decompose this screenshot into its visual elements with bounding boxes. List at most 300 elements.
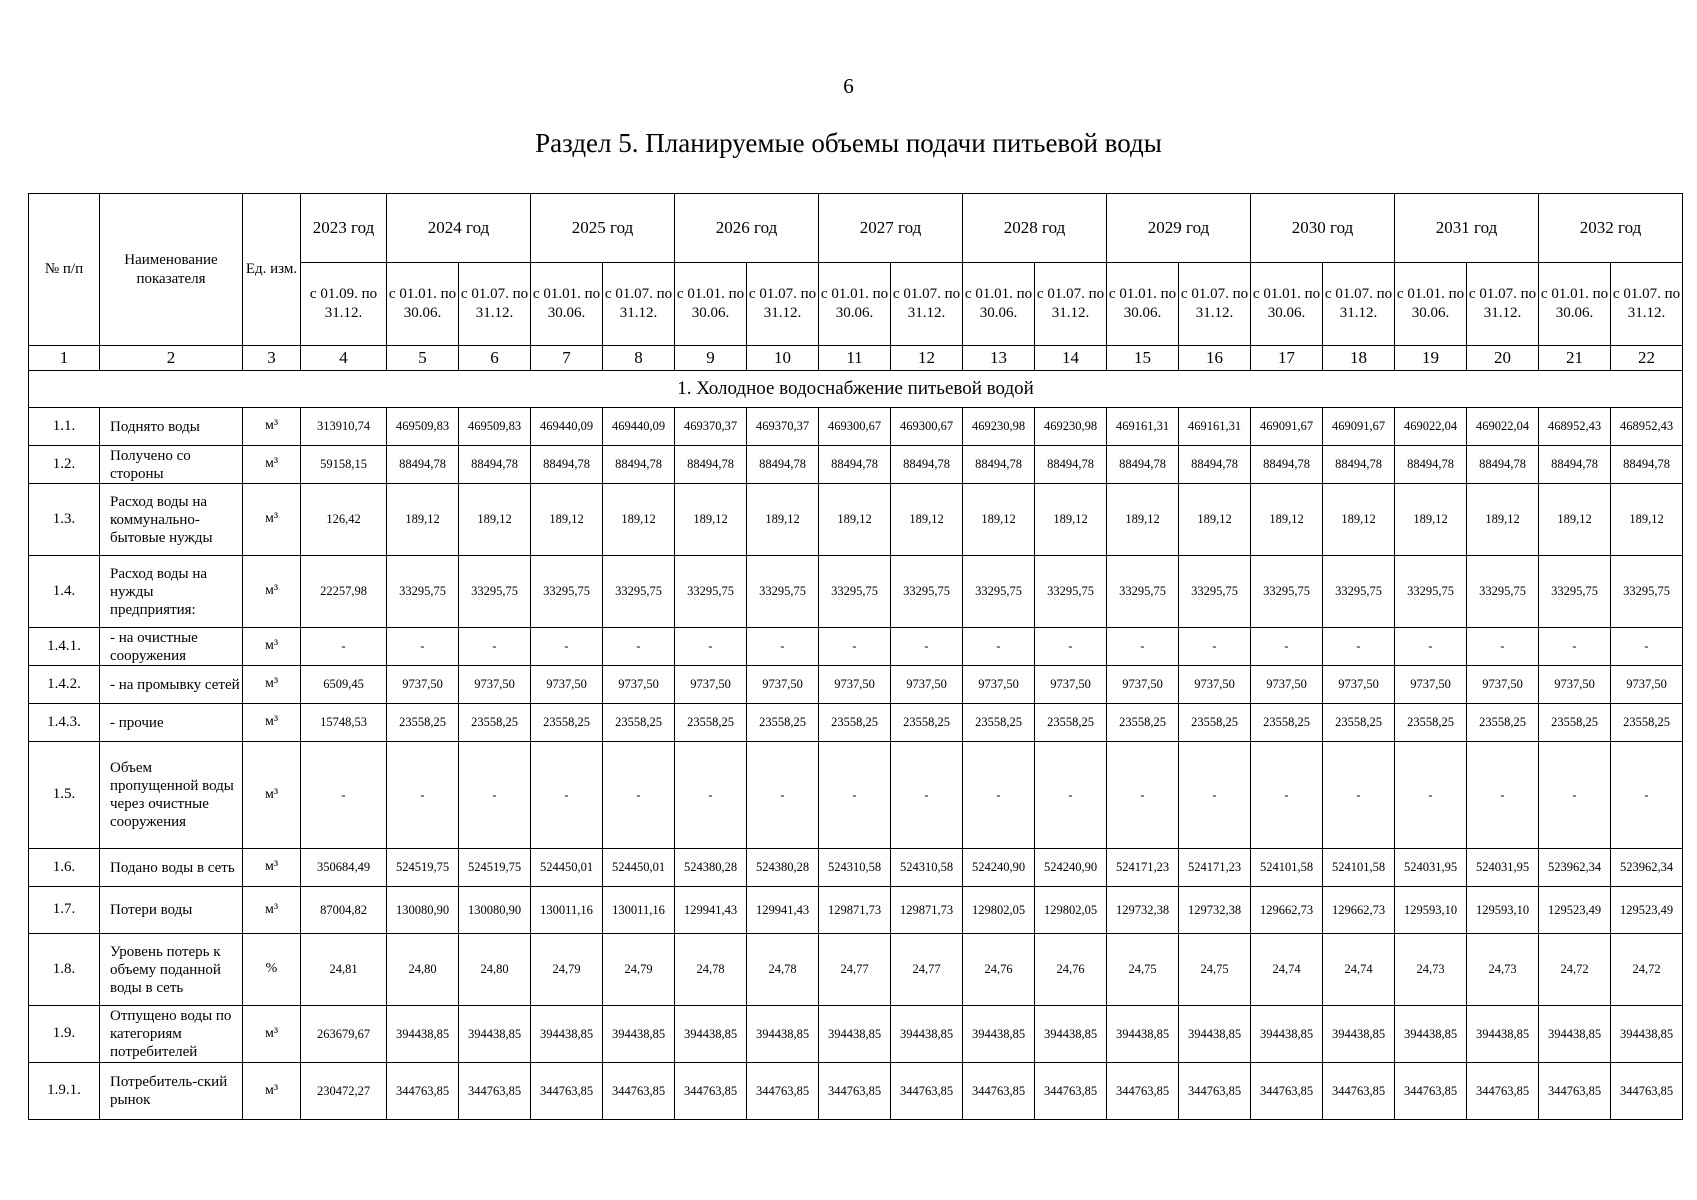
row-value: 33295,75	[1323, 556, 1395, 628]
row-value: 23558,25	[1323, 704, 1395, 742]
row-value: 129523,49	[1539, 887, 1611, 934]
row-value: 33295,75	[675, 556, 747, 628]
row-value: 189,12	[387, 484, 459, 556]
row-number: 1.5.	[29, 742, 100, 849]
row-value: 344763,85	[459, 1063, 531, 1120]
row-value: 189,12	[819, 484, 891, 556]
row-value: 88494,78	[675, 446, 747, 484]
row-value: 189,12	[1539, 484, 1611, 556]
section-title: Раздел 5. Планируемые объемы подачи питьевой воды	[535, 128, 1162, 158]
row-value: 9737,50	[387, 666, 459, 704]
row-value: 469509,83	[459, 408, 531, 446]
row-value: -	[1323, 628, 1395, 666]
row-value: 344763,85	[1251, 1063, 1323, 1120]
row-value: 189,12	[1611, 484, 1683, 556]
row-value: 9737,50	[1107, 666, 1179, 704]
row-value: 33295,75	[819, 556, 891, 628]
row-value: 394438,85	[1179, 1006, 1251, 1063]
row-value: 524450,01	[531, 849, 603, 887]
row-value: 469161,31	[1107, 408, 1179, 446]
row-value: 129593,10	[1395, 887, 1467, 934]
header-year: 2025 год	[531, 194, 675, 263]
header-year: 2026 год	[675, 194, 819, 263]
row-value: 469370,37	[675, 408, 747, 446]
column-index: 10	[747, 346, 819, 371]
column-index: 4	[301, 346, 387, 371]
row-value: 33295,75	[1611, 556, 1683, 628]
row-value: 394438,85	[747, 1006, 819, 1063]
row-value: 344763,85	[675, 1063, 747, 1120]
row-value: 33295,75	[603, 556, 675, 628]
table-row	[29, 446, 1683, 484]
row-value: -	[1179, 628, 1251, 666]
row-value: 524101,58	[1251, 849, 1323, 887]
header-num: № п/п	[29, 194, 100, 346]
row-number: 1.1.	[29, 408, 100, 446]
row-name: - прочие	[100, 704, 243, 742]
row-value: 33295,75	[459, 556, 531, 628]
row-value: -	[1539, 628, 1611, 666]
row-value: 263679,67	[301, 1006, 387, 1063]
row-value: 189,12	[1395, 484, 1467, 556]
header-period: с 01.07. по 31.12.	[1179, 263, 1251, 346]
row-value: -	[1251, 628, 1323, 666]
row-value: 24,80	[387, 934, 459, 1006]
row-value: 394438,85	[1251, 1006, 1323, 1063]
row-value: 524171,23	[1107, 849, 1179, 887]
header-period: с 01.01. по 30.06.	[1251, 263, 1323, 346]
row-number: 1.4.2.	[29, 666, 100, 704]
row-value: -	[1395, 628, 1467, 666]
row-value: 394438,85	[1467, 1006, 1539, 1063]
row-value: 24,72	[1539, 934, 1611, 1006]
table-row	[29, 742, 1683, 849]
row-value: 129662,73	[1323, 887, 1395, 934]
column-index: 1	[29, 346, 100, 371]
row-name: Потребитель-ский рынок	[100, 1063, 243, 1120]
row-value: -	[891, 628, 963, 666]
row-value: 23558,25	[1107, 704, 1179, 742]
header-year: 2024 год	[387, 194, 531, 263]
row-value: -	[301, 742, 387, 849]
row-value: 59158,15	[301, 446, 387, 484]
row-value: 469230,98	[1035, 408, 1107, 446]
row-value: 129662,73	[1251, 887, 1323, 934]
column-index: 12	[891, 346, 963, 371]
row-name: Расход воды на нужды предприятия:	[100, 556, 243, 628]
header-period: с 01.07. по 31.12.	[891, 263, 963, 346]
row-value: 344763,85	[1611, 1063, 1683, 1120]
header-period: с 01.07. по 31.12.	[1323, 263, 1395, 346]
row-value: 9737,50	[1611, 666, 1683, 704]
column-index: 18	[1323, 346, 1395, 371]
header-period: с 01.07. по 31.12.	[1467, 263, 1539, 346]
table-row	[29, 1063, 1683, 1120]
table-row	[29, 556, 1683, 628]
row-value: 524519,75	[459, 849, 531, 887]
row-value: 23558,25	[1611, 704, 1683, 742]
row-value: 394438,85	[891, 1006, 963, 1063]
row-unit: %	[243, 934, 301, 1006]
row-value: 24,74	[1323, 934, 1395, 1006]
row-value: 23558,25	[891, 704, 963, 742]
row-value: 33295,75	[531, 556, 603, 628]
row-value: 469161,31	[1179, 408, 1251, 446]
row-value: 394438,85	[1611, 1006, 1683, 1063]
row-value: 524031,95	[1467, 849, 1539, 887]
row-value: -	[603, 742, 675, 849]
row-value: 469091,67	[1323, 408, 1395, 446]
row-value: 394438,85	[1323, 1006, 1395, 1063]
row-value: 9737,50	[891, 666, 963, 704]
row-value: 23558,25	[1251, 704, 1323, 742]
row-value: 129732,38	[1107, 887, 1179, 934]
row-value: 344763,85	[819, 1063, 891, 1120]
row-unit: м³	[243, 849, 301, 887]
row-value: 9737,50	[819, 666, 891, 704]
row-value: 9737,50	[1251, 666, 1323, 704]
row-value: 88494,78	[747, 446, 819, 484]
row-value: 24,75	[1179, 934, 1251, 1006]
row-value: 23558,25	[1395, 704, 1467, 742]
row-value: -	[675, 742, 747, 849]
row-name: Получено со стороны	[100, 446, 243, 484]
row-value: 129523,49	[1611, 887, 1683, 934]
row-value: 9737,50	[1395, 666, 1467, 704]
table-row	[29, 628, 1683, 666]
row-value: 394438,85	[1107, 1006, 1179, 1063]
row-value: 468952,43	[1539, 408, 1611, 446]
row-value: 394438,85	[675, 1006, 747, 1063]
row-number: 1.6.	[29, 849, 100, 887]
header-unit: Ед. изм.	[243, 194, 301, 346]
page-number: 6	[843, 74, 854, 98]
row-value: 189,12	[1323, 484, 1395, 556]
row-value: 189,12	[1107, 484, 1179, 556]
row-value: 189,12	[1179, 484, 1251, 556]
row-value: 394438,85	[1539, 1006, 1611, 1063]
row-value: 24,78	[747, 934, 819, 1006]
section-heading: 1. Холодное водоснабжение питьевой водой	[29, 371, 1683, 408]
row-value: 23558,25	[963, 704, 1035, 742]
row-value: 524031,95	[1395, 849, 1467, 887]
row-value: -	[1107, 628, 1179, 666]
row-value: -	[387, 628, 459, 666]
row-value: 88494,78	[1107, 446, 1179, 484]
row-value: 524450,01	[603, 849, 675, 887]
row-name: Потери воды	[100, 887, 243, 934]
row-number: 1.8.	[29, 934, 100, 1006]
row-value: 88494,78	[1467, 446, 1539, 484]
row-value: -	[1179, 742, 1251, 849]
row-value: 9737,50	[1467, 666, 1539, 704]
row-number: 1.7.	[29, 887, 100, 934]
header-period: с 01.07. по 31.12.	[1035, 263, 1107, 346]
row-number: 1.4.3.	[29, 704, 100, 742]
row-value: 33295,75	[1251, 556, 1323, 628]
table-row	[29, 704, 1683, 742]
row-value: 9737,50	[963, 666, 1035, 704]
column-index: 3	[243, 346, 301, 371]
row-value: 394438,85	[963, 1006, 1035, 1063]
column-index: 14	[1035, 346, 1107, 371]
row-value: 23558,25	[1035, 704, 1107, 742]
row-value: 88494,78	[1035, 446, 1107, 484]
header-year: 2029 год	[1107, 194, 1251, 263]
row-value: 469022,04	[1395, 408, 1467, 446]
row-value: 9737,50	[1179, 666, 1251, 704]
column-index: 5	[387, 346, 459, 371]
row-value: 469091,67	[1251, 408, 1323, 446]
row-value: 350684,49	[301, 849, 387, 887]
row-value: -	[1323, 742, 1395, 849]
row-value: -	[891, 742, 963, 849]
row-value: -	[301, 628, 387, 666]
row-value: 33295,75	[1107, 556, 1179, 628]
column-index: 15	[1107, 346, 1179, 371]
header-period: с 01.01. по 30.06.	[675, 263, 747, 346]
row-value: 524240,90	[1035, 849, 1107, 887]
row-value: 344763,85	[963, 1063, 1035, 1120]
row-value: 524380,28	[747, 849, 819, 887]
row-value: -	[1035, 628, 1107, 666]
header-year: 2023 год	[301, 194, 387, 263]
row-value: 88494,78	[963, 446, 1035, 484]
row-value: 23558,25	[1179, 704, 1251, 742]
row-value: -	[1611, 742, 1683, 849]
row-value: 129871,73	[891, 887, 963, 934]
row-unit: м³	[243, 742, 301, 849]
row-value: 23558,25	[459, 704, 531, 742]
row-value: 344763,85	[531, 1063, 603, 1120]
row-unit: м³	[243, 446, 301, 484]
row-value: 189,12	[1251, 484, 1323, 556]
row-unit: м³	[243, 1063, 301, 1120]
row-value: 24,72	[1611, 934, 1683, 1006]
water-supply-table	[28, 193, 1683, 1120]
row-value: -	[1035, 742, 1107, 849]
row-value: 189,12	[963, 484, 1035, 556]
row-value: 24,77	[819, 934, 891, 1006]
row-value: 394438,85	[1395, 1006, 1467, 1063]
row-value: -	[1539, 742, 1611, 849]
row-value: 23558,25	[1467, 704, 1539, 742]
column-index: 6	[459, 346, 531, 371]
row-name: Уровень потерь к объему поданной воды в сеть	[100, 934, 243, 1006]
row-value: 130080,90	[459, 887, 531, 934]
column-index: 11	[819, 346, 891, 371]
row-value: 24,76	[1035, 934, 1107, 1006]
row-value: -	[387, 742, 459, 849]
row-value: -	[459, 628, 531, 666]
row-value: -	[747, 742, 819, 849]
row-value: 88494,78	[1611, 446, 1683, 484]
row-value: 189,12	[531, 484, 603, 556]
row-value: 129802,05	[963, 887, 1035, 934]
header-year: 2027 год	[819, 194, 963, 263]
column-index: 20	[1467, 346, 1539, 371]
row-name: - на очистные сооружения	[100, 628, 243, 666]
header-period: с 01.07. по 31.12.	[459, 263, 531, 346]
row-value: -	[531, 628, 603, 666]
header-period: с 01.01. по 30.06.	[1395, 263, 1467, 346]
row-value: 469440,09	[603, 408, 675, 446]
row-value: -	[747, 628, 819, 666]
row-value: 23558,25	[1539, 704, 1611, 742]
row-value: 88494,78	[387, 446, 459, 484]
row-value: 9737,50	[1035, 666, 1107, 704]
column-index: 8	[603, 346, 675, 371]
row-value: 23558,25	[387, 704, 459, 742]
row-number: 1.4.1.	[29, 628, 100, 666]
column-index: 21	[1539, 346, 1611, 371]
row-value: 88494,78	[531, 446, 603, 484]
row-value: 469300,67	[819, 408, 891, 446]
row-value: -	[963, 628, 1035, 666]
header-period: с 01.01. по 30.06.	[387, 263, 459, 346]
row-name: Поднято воды	[100, 408, 243, 446]
row-value: 23558,25	[819, 704, 891, 742]
row-value: 394438,85	[531, 1006, 603, 1063]
header-period: с 01.01. по 30.06.	[819, 263, 891, 346]
row-value: -	[1395, 742, 1467, 849]
header-period: с 01.01. по 30.06.	[963, 263, 1035, 346]
row-value: 23558,25	[675, 704, 747, 742]
column-index: 17	[1251, 346, 1323, 371]
row-value: 9737,50	[1323, 666, 1395, 704]
column-index: 19	[1395, 346, 1467, 371]
row-value: 129802,05	[1035, 887, 1107, 934]
row-value: 24,73	[1467, 934, 1539, 1006]
row-value: 24,81	[301, 934, 387, 1006]
row-value: 524310,58	[819, 849, 891, 887]
header-period: с 01.01. по 30.06.	[531, 263, 603, 346]
row-value: 524101,58	[1323, 849, 1395, 887]
row-unit: м³	[243, 666, 301, 704]
row-value: 344763,85	[1179, 1063, 1251, 1120]
row-value: 313910,74	[301, 408, 387, 446]
row-value: 469440,09	[531, 408, 603, 446]
row-value: 189,12	[1035, 484, 1107, 556]
row-value: 24,79	[531, 934, 603, 1006]
row-name: Объем пропущенной воды через очистные сооружения	[100, 742, 243, 849]
row-value: -	[531, 742, 603, 849]
row-value: 33295,75	[1395, 556, 1467, 628]
row-value: 88494,78	[1179, 446, 1251, 484]
row-value: 394438,85	[387, 1006, 459, 1063]
row-value: 129941,43	[675, 887, 747, 934]
row-value: 344763,85	[747, 1063, 819, 1120]
row-value: 189,12	[675, 484, 747, 556]
row-value: 230472,27	[301, 1063, 387, 1120]
row-value: 24,73	[1395, 934, 1467, 1006]
row-number: 1.2.	[29, 446, 100, 484]
row-value: 344763,85	[1107, 1063, 1179, 1120]
header-period: с 01.07. по 31.12.	[603, 263, 675, 346]
header-year: 2028 год	[963, 194, 1107, 263]
column-index: 2	[100, 346, 243, 371]
row-value: 344763,85	[387, 1063, 459, 1120]
row-value: 469022,04	[1467, 408, 1539, 446]
row-unit: м³	[243, 408, 301, 446]
row-value: 9737,50	[747, 666, 819, 704]
header-period: с 01.01. по 30.06.	[1107, 263, 1179, 346]
row-value: 524171,23	[1179, 849, 1251, 887]
row-value: 189,12	[603, 484, 675, 556]
row-value: 24,78	[675, 934, 747, 1006]
row-value: 9737,50	[1539, 666, 1611, 704]
row-value: -	[1467, 628, 1539, 666]
row-value: 88494,78	[459, 446, 531, 484]
row-value: 88494,78	[603, 446, 675, 484]
row-value: 394438,85	[459, 1006, 531, 1063]
row-unit: м³	[243, 628, 301, 666]
row-value: 344763,85	[1539, 1063, 1611, 1120]
row-value: 469509,83	[387, 408, 459, 446]
row-value: 524519,75	[387, 849, 459, 887]
row-value: 468952,43	[1611, 408, 1683, 446]
row-value: -	[1467, 742, 1539, 849]
row-value: 88494,78	[819, 446, 891, 484]
row-value: 129732,38	[1179, 887, 1251, 934]
row-value: -	[819, 628, 891, 666]
row-value: 523962,34	[1539, 849, 1611, 887]
row-value: 344763,85	[603, 1063, 675, 1120]
row-value: -	[1251, 742, 1323, 849]
row-value: -	[963, 742, 1035, 849]
row-value: 129941,43	[747, 887, 819, 934]
column-index: 9	[675, 346, 747, 371]
header-year: 2031 год	[1395, 194, 1539, 263]
row-unit: м³	[243, 1006, 301, 1063]
header-name: Наименование показателя	[100, 194, 243, 346]
row-value: 129871,73	[819, 887, 891, 934]
column-index: 13	[963, 346, 1035, 371]
row-number: 1.3.	[29, 484, 100, 556]
row-value: 189,12	[891, 484, 963, 556]
row-value: 469230,98	[963, 408, 1035, 446]
row-value: 9737,50	[675, 666, 747, 704]
table-row	[29, 666, 1683, 704]
row-value: 88494,78	[1323, 446, 1395, 484]
row-number: 1.9.	[29, 1006, 100, 1063]
row-value: 24,80	[459, 934, 531, 1006]
row-value: 130080,90	[387, 887, 459, 934]
table-row	[29, 484, 1683, 556]
row-value: 129593,10	[1467, 887, 1539, 934]
row-value: 24,74	[1251, 934, 1323, 1006]
row-number: 1.9.1.	[29, 1063, 100, 1120]
column-index: 7	[531, 346, 603, 371]
row-value: 524240,90	[963, 849, 1035, 887]
row-value: 88494,78	[1251, 446, 1323, 484]
row-value: 344763,85	[1035, 1063, 1107, 1120]
row-value: -	[603, 628, 675, 666]
row-value: 126,42	[301, 484, 387, 556]
row-value: 344763,85	[1323, 1063, 1395, 1120]
row-value: 189,12	[1467, 484, 1539, 556]
row-value: 469370,37	[747, 408, 819, 446]
row-value: 23558,25	[603, 704, 675, 742]
row-value: 344763,85	[1395, 1063, 1467, 1120]
row-value: 394438,85	[819, 1006, 891, 1063]
row-value: -	[1611, 628, 1683, 666]
row-value: 24,76	[963, 934, 1035, 1006]
row-value: 6509,45	[301, 666, 387, 704]
row-value: 524380,28	[675, 849, 747, 887]
row-value: 394438,85	[603, 1006, 675, 1063]
row-value: 9737,50	[531, 666, 603, 704]
